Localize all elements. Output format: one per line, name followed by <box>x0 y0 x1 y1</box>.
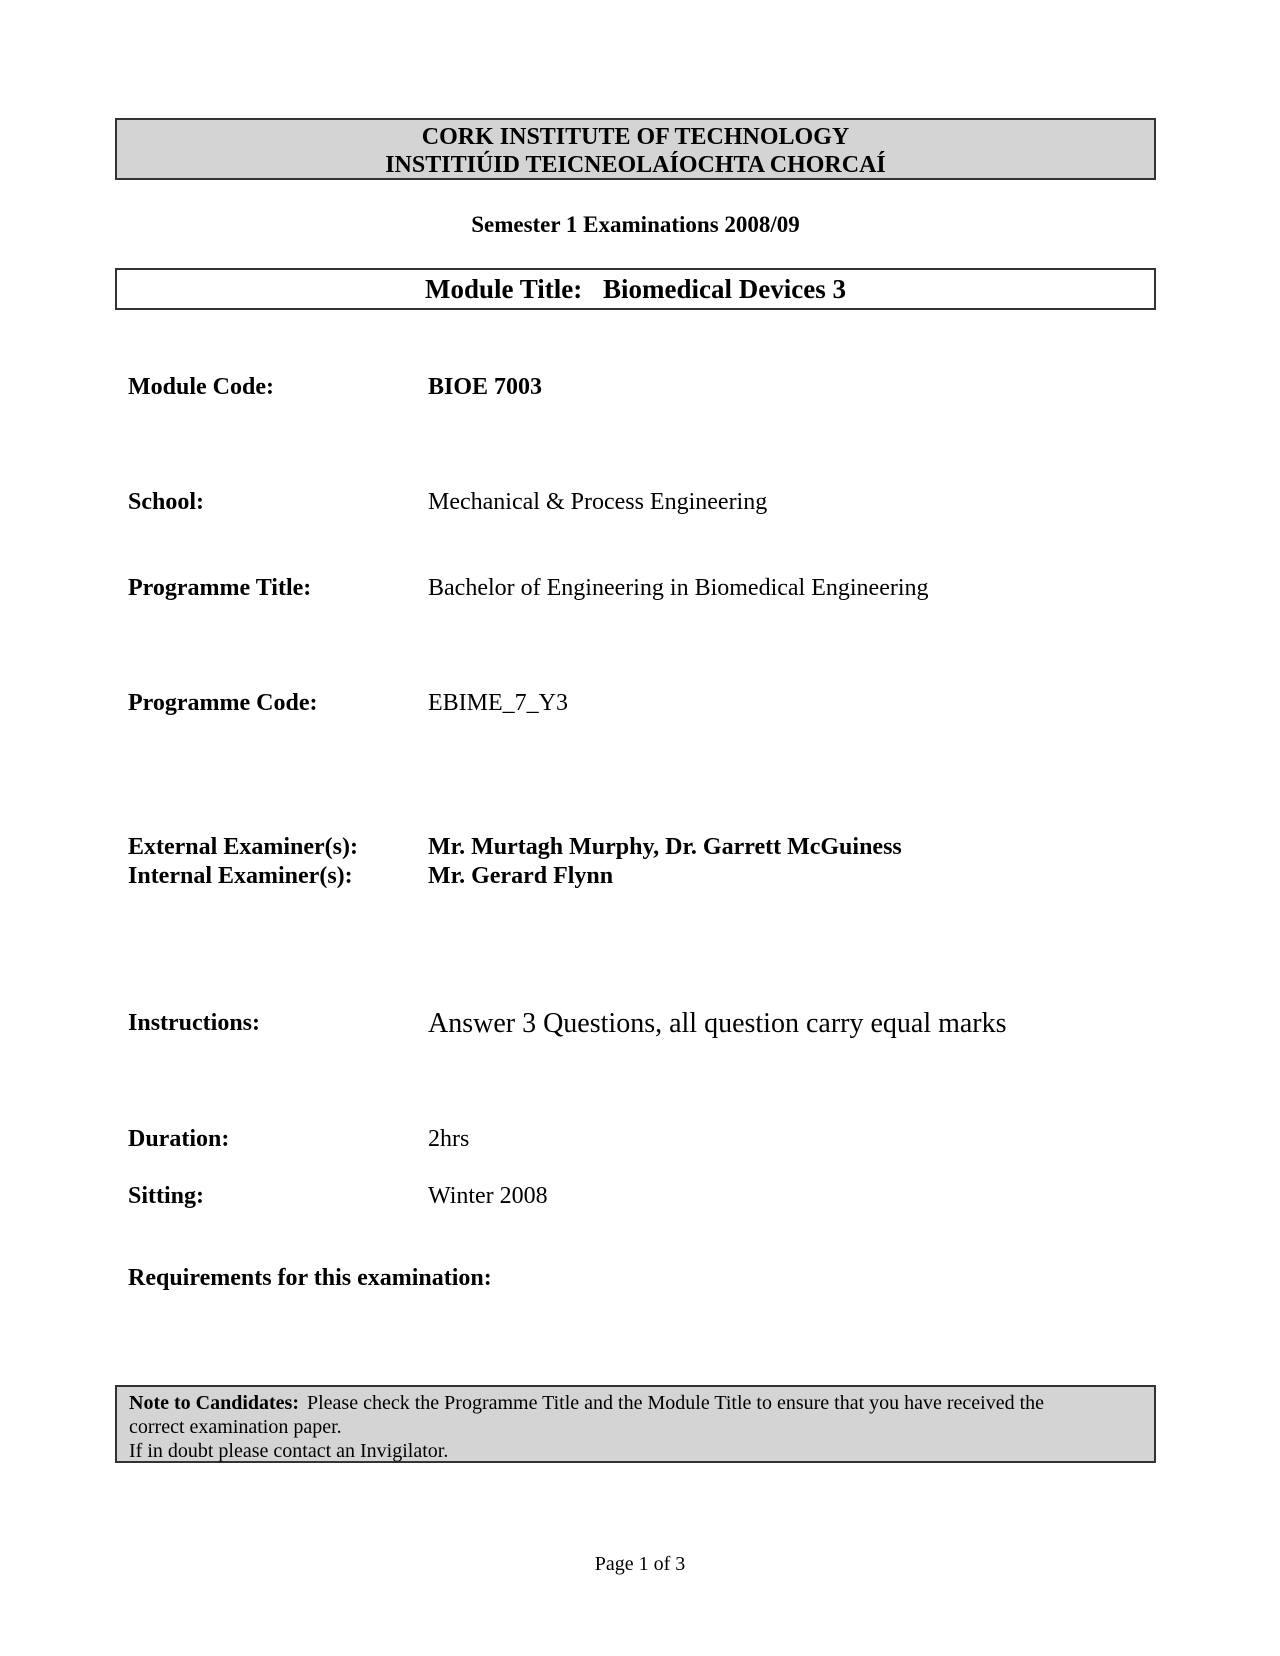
duration-label: Duration: <box>128 1126 230 1152</box>
note-text-3: If in doubt please contact an Invigilator. <box>129 1440 449 1462</box>
programme-code-value: EBIME_7_Y3 <box>428 690 568 716</box>
module-code-label: Module Code: <box>128 374 274 400</box>
internal-examiners-label: Internal Examiner(s): <box>128 863 353 889</box>
note-line-1 <box>129 1391 1142 1415</box>
note-to-candidates-box <box>115 1385 1156 1463</box>
note-text-1: Please check the Programme Title and the Module Title to ensure that you have received the <box>307 1392 1045 1414</box>
programme-title-label: Programme Title: <box>128 575 312 601</box>
module-title-label: Module Title: <box>425 274 583 304</box>
school-label: School: <box>128 489 205 515</box>
instructions-label: Instructions: <box>128 1010 261 1036</box>
requirements-heading: Requirements for this examination: <box>128 1265 492 1291</box>
external-examiners-label: External Examiner(s): <box>128 834 358 860</box>
note-text-2: correct examination paper. <box>129 1416 342 1438</box>
module-code-value: BIOE 7003 <box>428 374 543 400</box>
note-label: Note to Candidates: <box>129 1392 299 1414</box>
sitting-label: Sitting: <box>128 1183 205 1209</box>
module-title-value: Biomedical Devices 3 <box>603 274 846 304</box>
institute-header-box <box>115 118 1156 180</box>
programme-title-value: Bachelor of Engineering in Biomedical Engineering <box>428 575 929 601</box>
sitting-value: Winter 2008 <box>428 1183 548 1209</box>
instructions-value: Answer 3 Questions, all question carry equal marks <box>428 1008 1007 1039</box>
semester-heading: Semester 1 Examinations 2008/09 <box>471 212 800 237</box>
internal-examiners-value: Mr. Gerard Flynn <box>428 863 614 889</box>
institute-name-english: CORK INSTITUTE OF TECHNOLOGY <box>421 124 850 150</box>
external-examiners-value: Mr. Murtagh Murphy, Dr. Garrett McGuiness <box>428 834 902 860</box>
page-number: Page 1 of 3 <box>594 1553 686 1575</box>
school-value: Mechanical & Process Engineering <box>428 489 768 515</box>
programme-code-label: Programme Code: <box>128 690 318 716</box>
module-title-box <box>115 268 1156 310</box>
duration-value: 2hrs <box>428 1126 470 1152</box>
institute-name-irish: INSTITIÚID TEICNEOLAÍOCHTA CHORCAÍ <box>385 152 886 178</box>
